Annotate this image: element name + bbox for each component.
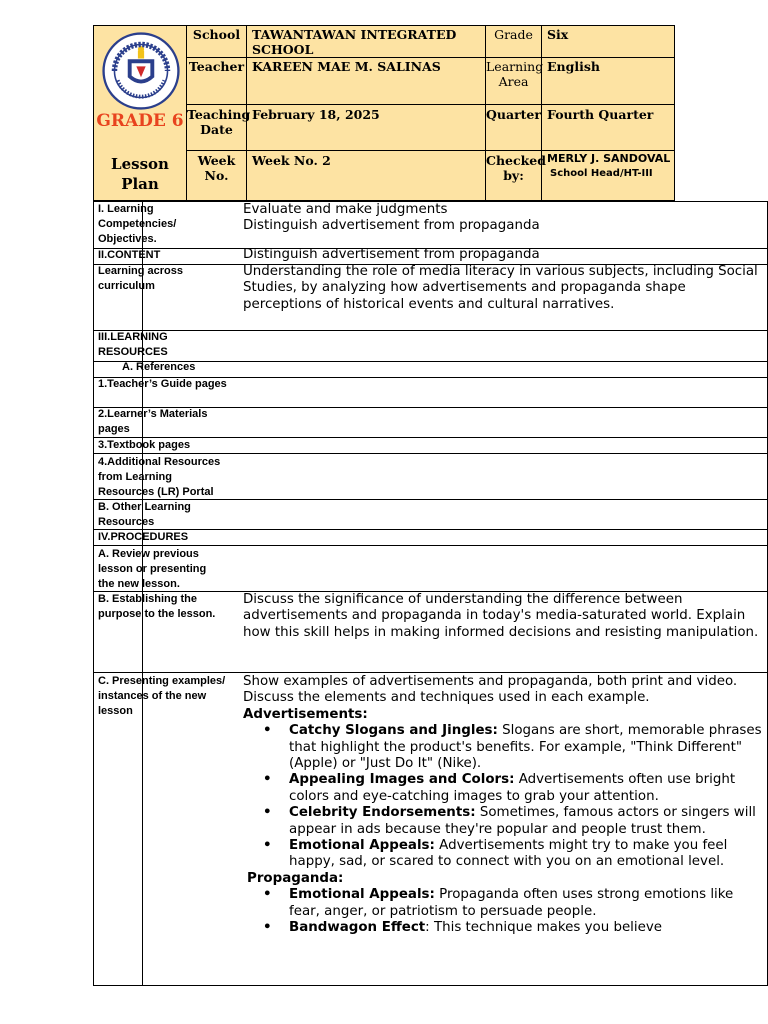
quarter-value: Fourth Quarter xyxy=(547,107,654,122)
propaganda-heading: Propaganda: xyxy=(247,870,344,886)
advertisements-list xyxy=(243,723,765,871)
lesson-plan-title: Lesson Plan xyxy=(111,155,169,193)
week-value: Week No. 2 xyxy=(252,153,331,168)
lesson-header-table xyxy=(93,25,675,201)
content-text: Distinguish advertisement from propaganda xyxy=(243,247,540,262)
list-item: • Emotional Appeals: Propaganda often uses strong emotions like fear, anger, or patriotism to persuade people. xyxy=(289,887,765,920)
list-item: • Emotional Appeals: Advertisements might try to make you feel happy, sad, or scared to connect with you on an emotional level. xyxy=(289,838,765,871)
across-curriculum-label: Learning across curriculum xyxy=(98,265,183,292)
procedures-label: IV.PROCEDURES xyxy=(98,531,189,543)
content-label: II.CONTENT xyxy=(98,249,161,261)
objectives-label: I. Learning Competencies/ Objectives. xyxy=(98,203,177,245)
teaching-date-label: Teaching Date xyxy=(187,107,251,137)
purpose-label: B. Establishing the purpose to the lesson. xyxy=(98,593,216,620)
presenting-intro-1: Show examples of advertisements and propaganda, both print and video. xyxy=(243,674,738,689)
references-label: A. References xyxy=(122,361,196,373)
grade-title: GRADE 6 xyxy=(96,111,184,131)
learning-area-label: Learning Area xyxy=(486,59,544,89)
list-item: • Appealing Images and Colors: Advertisements often use bright colors and eye-catching images to grab your attention. xyxy=(289,772,765,805)
other-resources-label: B. Other Learning Resources xyxy=(98,501,191,528)
objectives-text xyxy=(243,202,765,235)
grade-label: Grade xyxy=(494,27,533,42)
checked-by-name: MERLY J. SANDOVAL xyxy=(547,152,671,165)
review-label: A. Review previous lesson or presenting the new lesson. xyxy=(98,548,207,590)
checked-by-title: School Head/HT-III xyxy=(550,168,653,179)
quarter-label: Quarter xyxy=(486,107,541,122)
teachers-guide-label: 1.Teacher’s Guide pages xyxy=(98,378,227,390)
teaching-date-value: February 18, 2025 xyxy=(252,107,380,122)
learning-resources-label: III.LEARNING RESOURCES xyxy=(98,331,168,358)
learners-materials-label: 2.Learner’s Materials pages xyxy=(98,408,208,435)
across-curriculum-text: Understanding the role of media literacy in various subjects, including Social Studies, by analyzing how advertisements and propaganda shape perceptions of historical events and cultural narratives. xyxy=(243,264,758,312)
additional-resources-label: 4.Additional Resources from Learning Resources (LR) Portal xyxy=(98,456,221,498)
purpose-text: Discuss the significance of understanding the difference between advertisements and propaganda in today's media-saturated world. Explain how this skill helps in making informed decisions and resisting manipulation. xyxy=(243,592,759,640)
deped-seal-logo xyxy=(102,32,180,110)
advertisements-heading: Advertisements: xyxy=(243,706,368,722)
week-label: Week No. xyxy=(197,153,236,183)
learning-area-value: English xyxy=(547,59,600,74)
school-label: School xyxy=(192,27,241,42)
objective-2: Distinguish advertisement from propaganda xyxy=(243,218,540,234)
textbook-label: 3.Textbook pages xyxy=(98,439,191,451)
presenting-label: C. Presenting examples/ instances of the new lesson xyxy=(98,675,226,717)
presenting-text xyxy=(243,674,765,937)
teacher-value: KAREEN MAE M. SALINAS xyxy=(252,59,441,74)
checked-by-label: Checked by: xyxy=(486,153,546,183)
objective-1: Evaluate and make judgments xyxy=(243,202,448,217)
propaganda-list xyxy=(243,887,765,936)
school-value: TAWANTAWAN INTEGRATED SCHOOL xyxy=(252,27,457,57)
list-item: • Bandwagon Effect: This technique makes you believe xyxy=(289,920,765,936)
teacher-label: Teacher xyxy=(188,59,245,74)
list-item: • Celebrity Endorsements: Sometimes, famous actors or singers will appear in ads because they're popular and people trust them. xyxy=(289,805,765,838)
presenting-intro-2: Discuss the elements and techniques used in each example. xyxy=(243,690,650,706)
grade-value: Six xyxy=(547,27,569,42)
list-item: • Catchy Slogans and Jingles: Slogans are short, memorable phrases that highlight the product's benefits. For example, "Think Different" (Apple) or "Just Do It" (Nike). xyxy=(289,723,765,772)
